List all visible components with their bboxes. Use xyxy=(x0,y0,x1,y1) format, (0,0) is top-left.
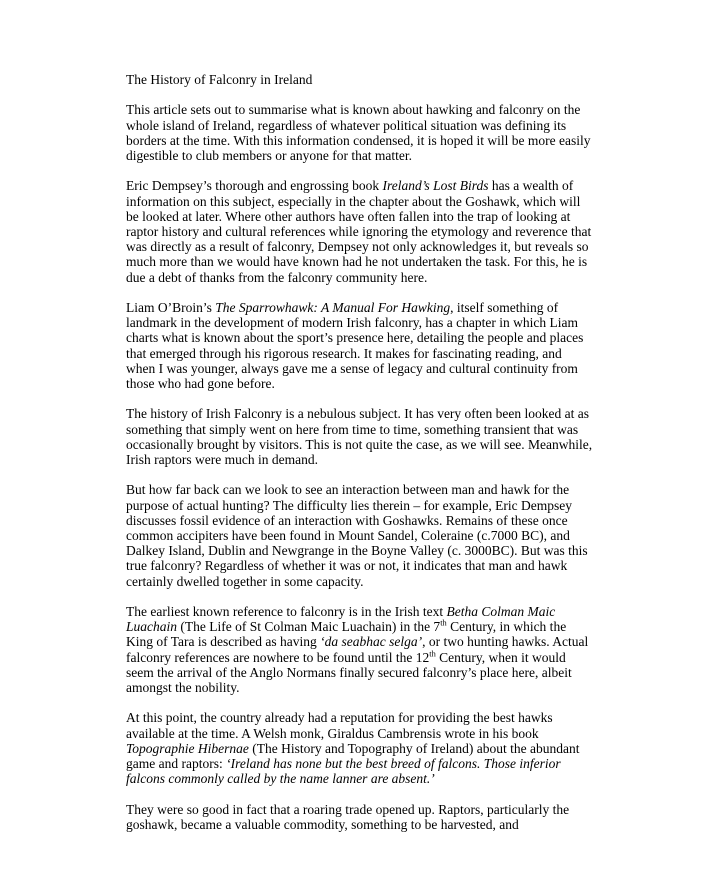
paragraph-obroin-book xyxy=(126,300,594,391)
paragraph-dempsey-book xyxy=(126,178,594,284)
italic-run: ‘da seabhac selga’ xyxy=(320,634,423,650)
text-run: Century, when it would seem the arrival of the Anglo Normans finally secured falconry’s place here, albeit amongst the nobility. xyxy=(126,649,572,696)
paragraph-giraldus-cambrensis xyxy=(126,710,594,786)
text-run: (The Life of St Colman Maic Luachain) in the 7 xyxy=(177,619,441,635)
paragraph-roaring-trade xyxy=(126,802,594,832)
document-title: The History of Falconry in Ireland xyxy=(126,72,313,87)
italic-run: ‘Ireland has none but the best breed of falcons. Those inferior falcons commonly called by the name lanner are absent.’ xyxy=(126,756,561,787)
text-run: , itself something of landmark in the development of modern Irish falconry, has a chapter in which Liam charts what is known about the sport’s presence here, detailing the people and places that emerged through his rigorous research. It makes for fascinating reading, and when I was younger, always gave me a sense of legacy and cultural continuity from those who had gone before. xyxy=(126,300,584,392)
superscript-run: th xyxy=(429,649,436,659)
text-run: The history of Irish Falconry is a nebulous subject. It has very often been looked at as something that simply went on here from time to time, something transient that was occasionally brought by visitors. This is not quite the case, as we will see. Meanwhile, Irish raptors were much in demand. xyxy=(126,406,593,468)
text-run: The earliest known reference to falconry is in the Irish text xyxy=(126,604,447,620)
text-run: At this point, the country already had a reputation for providing the best hawks available at the time. A Welsh monk, Giraldus Cambrensis wrote in his book xyxy=(126,710,553,741)
italic-run: Betha Colman Maic Luachain xyxy=(126,604,556,635)
text-run: They were so good in fact that a roaring trade opened up. Raptors, particularly the goshawk, became a valuable commodity, something to be harvested, and xyxy=(126,801,570,832)
text-run: But how far back can we look to see an interaction between man and hawk for the purpose of actual hunting? The difficulty lies therein – for example, Eric Dempsey discusses fossil evidence of an interaction with Goshawks. Remains of these once common accipiters have been found in Mount Sandel, Coleraine (c.7000 BC), and Dalkey Island, Dublin and Newgrange in the Boyne Valley (c. 3000BC). But was this true falconry? Regardless of whether it was or not, it indicates that man and hawk certainly dwelled together in some capacity. xyxy=(126,482,588,589)
text-run: , or two hunting hawks. Actual falconry references are nowhere to be found until the 12 xyxy=(126,634,589,665)
paragraph-fossil-evidence xyxy=(126,482,594,588)
text-run: Eric Dempsey’s thorough and engrossing book xyxy=(126,178,383,194)
paragraph-earliest-reference xyxy=(126,604,594,695)
text-run: Liam O’Broin’s xyxy=(126,300,216,315)
italic-run: Topographie Hibernae xyxy=(126,740,249,756)
paragraph-intro xyxy=(126,102,594,163)
text-run: has a wealth of information on this subject, especially in the chapter about the Goshawk, which will be looked at later. Where other authors have often fallen into the trap of looking at raptor history and cultural references while ignoring the etymology and reverence that was directly as a result of falconry, Dempsey not only acknowledges it, but reveals so much more than we would have known had he not undertaken the task. For this, he is due a debt of thanks from the falconry community here. xyxy=(126,178,592,285)
superscript-run: th xyxy=(440,618,447,628)
text-run: Century, in which the King of Tara is described as having xyxy=(126,619,567,650)
paragraph-nebulous-subject xyxy=(126,406,594,467)
italic-run: Ireland’s Lost Birds xyxy=(382,178,489,194)
italic-run: The Sparrowhawk: A Manual For Hawking xyxy=(215,300,451,315)
text-run: (The History and Topography of Ireland) about the abundant game and raptors: xyxy=(126,740,580,772)
text-run: This article sets out to summarise what is known about hawking and falconry on the whole island of Ireland, regardless of whatever political situation was defining its borders at the time. With this information condensed, it is hoped it will be more easily digestible to club members or anyone for that matter. xyxy=(126,102,591,163)
